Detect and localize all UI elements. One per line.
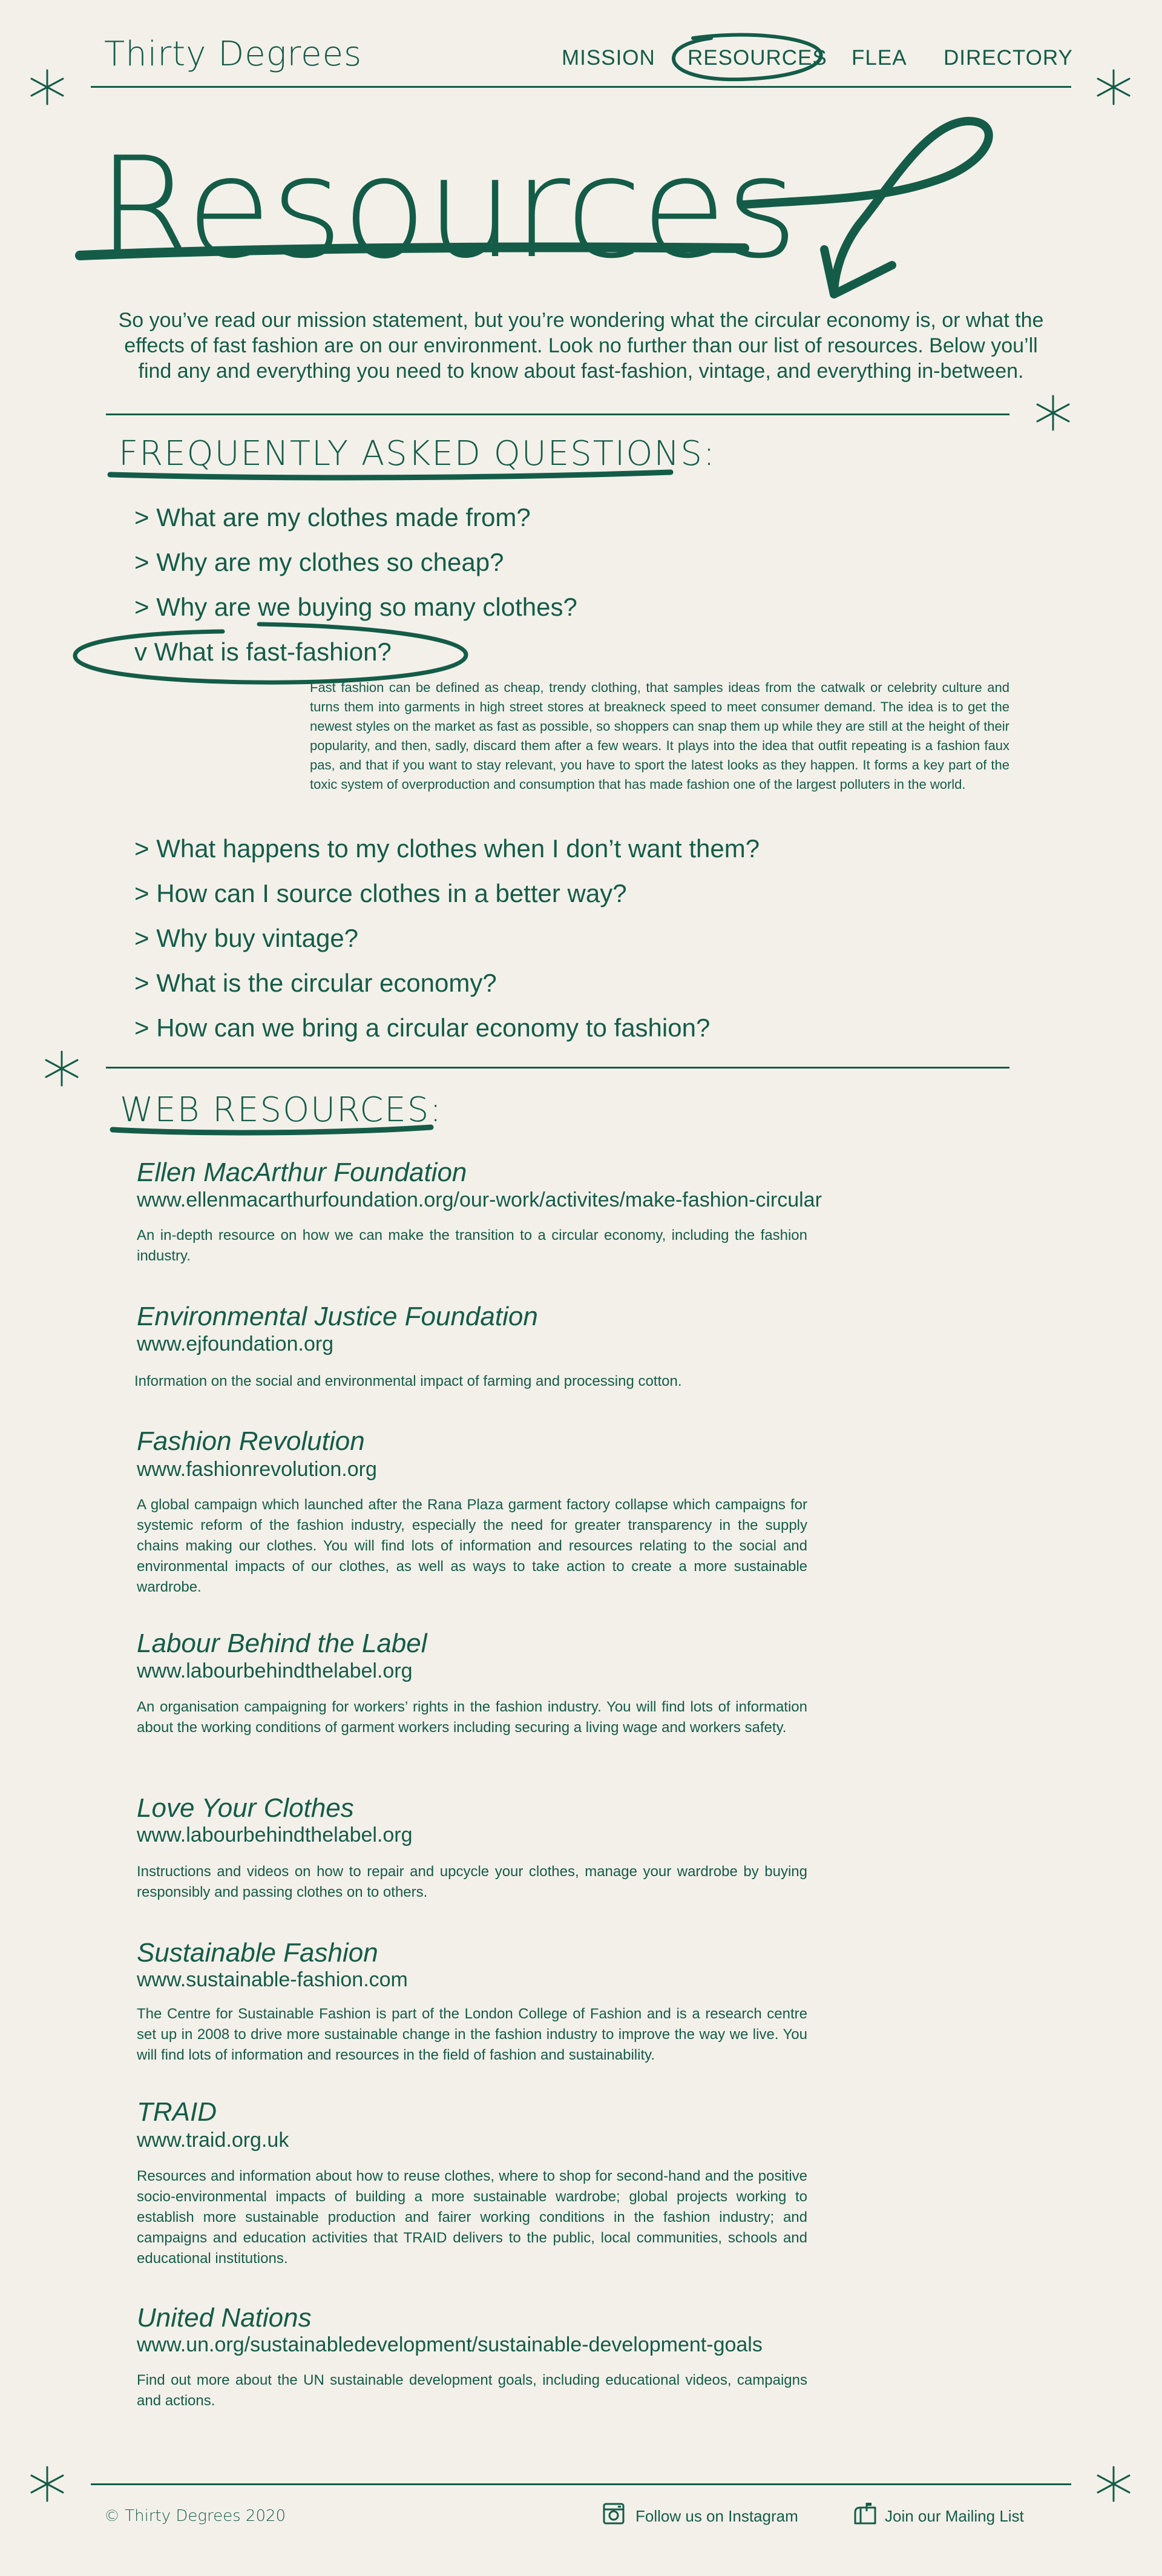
- instagram-icon[interactable]: [603, 2503, 625, 2525]
- copyright: © Thirty Degrees 2020: [104, 2507, 286, 2525]
- nav-active-circle: [669, 33, 826, 84]
- resource-name: TRAID: [137, 2097, 217, 2127]
- faq-question-expanded[interactable]: v What is fast-fashion?: [134, 637, 392, 666]
- title-underline: [76, 236, 748, 266]
- web-resources-heading-underline: [109, 1121, 436, 1139]
- asterisk-icon: [29, 2466, 65, 2502]
- faq-question[interactable]: > How can we bring a circular economy to fashion?: [134, 1013, 711, 1042]
- asterisk-icon: [44, 1050, 80, 1087]
- resource-name: Sustainable Fashion: [137, 1938, 378, 1968]
- faq-question[interactable]: > What is the circular economy?: [134, 969, 497, 997]
- resource-description: Resources and information about how to reuse clothes, where to shop for second-hand and the positive socio-environmental impacts of building a more sustainable wardrobe; global projects working to establish more sustainable production and fairer working conditions in the fashion industry; and campaigns and education activities that TRAID delivers to the public, local communities, schools and educational institutions.: [137, 2168, 807, 2267]
- resource-name: Labour Behind the Label: [137, 1629, 427, 1658]
- resource-url[interactable]: www.traid.org.uk: [137, 2129, 289, 2152]
- resource-description: A global campaign which launched after the Rana Plaza garment factory collapse which campaigns for systemic reform of the fashion industry, especially the need for greater transparency in the supply chains making our clothes. You will find lots of information and resources relating to the social and environmental impacts of our clothes, as well as ways to take action to create a more sustainable wardrobe.: [137, 1497, 807, 1595]
- page-title: Resources: [97, 128, 797, 289]
- resource-description: An organisation campaigning for workers’ rights in the fashion industry. You will find lots of information about the working conditions of garment workers including securing a living wage and workers safety.: [137, 1699, 807, 1736]
- resource-description: Instructions and videos on how to repair and upcycle your clothes, manage your wardrobe by buying responsibly and passing clothes on to others.: [137, 1863, 807, 1900]
- resource-description: An in-depth resource on how we can make the transition to a circular economy, including the fashion industry.: [137, 1227, 807, 1264]
- brand-logo[interactable]: Thirty Degrees: [104, 35, 363, 74]
- nav-flea[interactable]: FLEA: [852, 46, 907, 70]
- resource-url[interactable]: www.ejfoundation.org: [137, 1332, 334, 1356]
- resource-url[interactable]: www.un.org/sustainabledevelopment/sustainable-development-goals: [137, 2333, 763, 2356]
- faq-highlight-circle: [71, 621, 471, 687]
- section-rule: [106, 1067, 1009, 1069]
- nav-directory[interactable]: DIRECTORY: [944, 46, 1073, 70]
- resource-name: United Nations: [137, 2303, 312, 2333]
- resource-url[interactable]: www.ellenmacarthurfoundation.org/our-work/activites/make-fashion-circular: [137, 1188, 822, 1211]
- header-rule: [91, 86, 1071, 88]
- intro-paragraph: So you’ve read our mission statement, but you’re wondering what the circular economy is, or what the effects of fast fashion are on our environment. Look no further than our list of resources. Below you’ll find any and everything you need to know about fast-fashion, vintage, and everything in-between.: [118, 309, 1044, 383]
- resource-description: The Centre for Sustainable Fashion is part of the London College of Fashion and is a research centre set up in 2008 to drive more sustainable change in the fashion industry to improve the way we live. You will find lots of information and resources in the field of fashion and sustainability.: [137, 2006, 807, 2063]
- resource-url[interactable]: www.fashionrevolution.org: [137, 1458, 377, 1481]
- resource-name: Love Your Clothes: [137, 1793, 354, 1823]
- asterisk-icon: [1095, 69, 1132, 105]
- faq-answer: Fast fashion can be defined as cheap, trendy clothing, that samples ideas from the catwalk or celebrity culture and turns them into garments in high street stores at breakneck speed to meet consumer demand. The idea is to get the newest styles on the market as fast as possible, so shoppers can snap them up while they are still at the height of their popularity, and then, sadly, discard them after a few wears. It plays into the idea that outfit repeating is a fashion faux pas, and that if you want to stay relevant, you have to sport the latest looks as they happen. It forms a key part of the toxic system of overproduction and consumption that has made fashion one of the largest polluters in the world.: [310, 680, 1009, 792]
- resource-name: Fashion Revolution: [137, 1426, 365, 1456]
- resource-description: Find out more about the UN sustainable development goals, including educational videos, campaigns and actions.: [137, 2372, 807, 2409]
- resource-name: Ellen MacArthur Foundation: [137, 1158, 467, 1187]
- arrow-doodle: [738, 115, 1005, 309]
- faq-question[interactable]: > How can I source clothes in a better way?: [134, 879, 627, 908]
- faq-question[interactable]: > What happens to my clothes when I don’t want them?: [134, 834, 760, 863]
- instagram-link[interactable]: Follow us on Instagram: [635, 2507, 798, 2525]
- faq-heading-underline: [107, 466, 675, 484]
- asterisk-icon: [29, 69, 65, 105]
- mailbox-icon[interactable]: [853, 2502, 878, 2525]
- resource-url[interactable]: www.labourbehindthelabel.org: [137, 1659, 413, 1682]
- faq-question[interactable]: > Why buy vintage?: [134, 924, 359, 952]
- faq-question[interactable]: > Why are we buying so many clothes?: [134, 593, 577, 621]
- nav-resources[interactable]: RESOURCES: [688, 46, 827, 70]
- mailing-list-link[interactable]: Join our Mailing List: [885, 2507, 1024, 2525]
- resource-url[interactable]: www.sustainable-fashion.com: [137, 1968, 408, 1991]
- faq-question[interactable]: > What are my clothes made from?: [134, 503, 531, 532]
- nav-mission[interactable]: MISSION: [562, 46, 655, 70]
- section-rule: [106, 413, 1009, 415]
- resource-url[interactable]: www.labourbehindthelabel.org: [137, 1823, 413, 1846]
- faq-question[interactable]: > Why are my clothes so cheap?: [134, 548, 504, 576]
- faq-heading: FREQUENTLY ASKED QUESTIONS:: [119, 434, 716, 473]
- resource-description: Information on the social and environmental impact of farming and processing cotton.: [134, 1373, 682, 1389]
- asterisk-icon: [1035, 395, 1071, 431]
- resource-name: Environmental Justice Foundation: [137, 1302, 538, 1331]
- footer-rule: [91, 2483, 1071, 2485]
- web-resources-heading: WEB RESOURCES:: [120, 1090, 443, 1130]
- asterisk-icon: [1095, 2466, 1132, 2502]
